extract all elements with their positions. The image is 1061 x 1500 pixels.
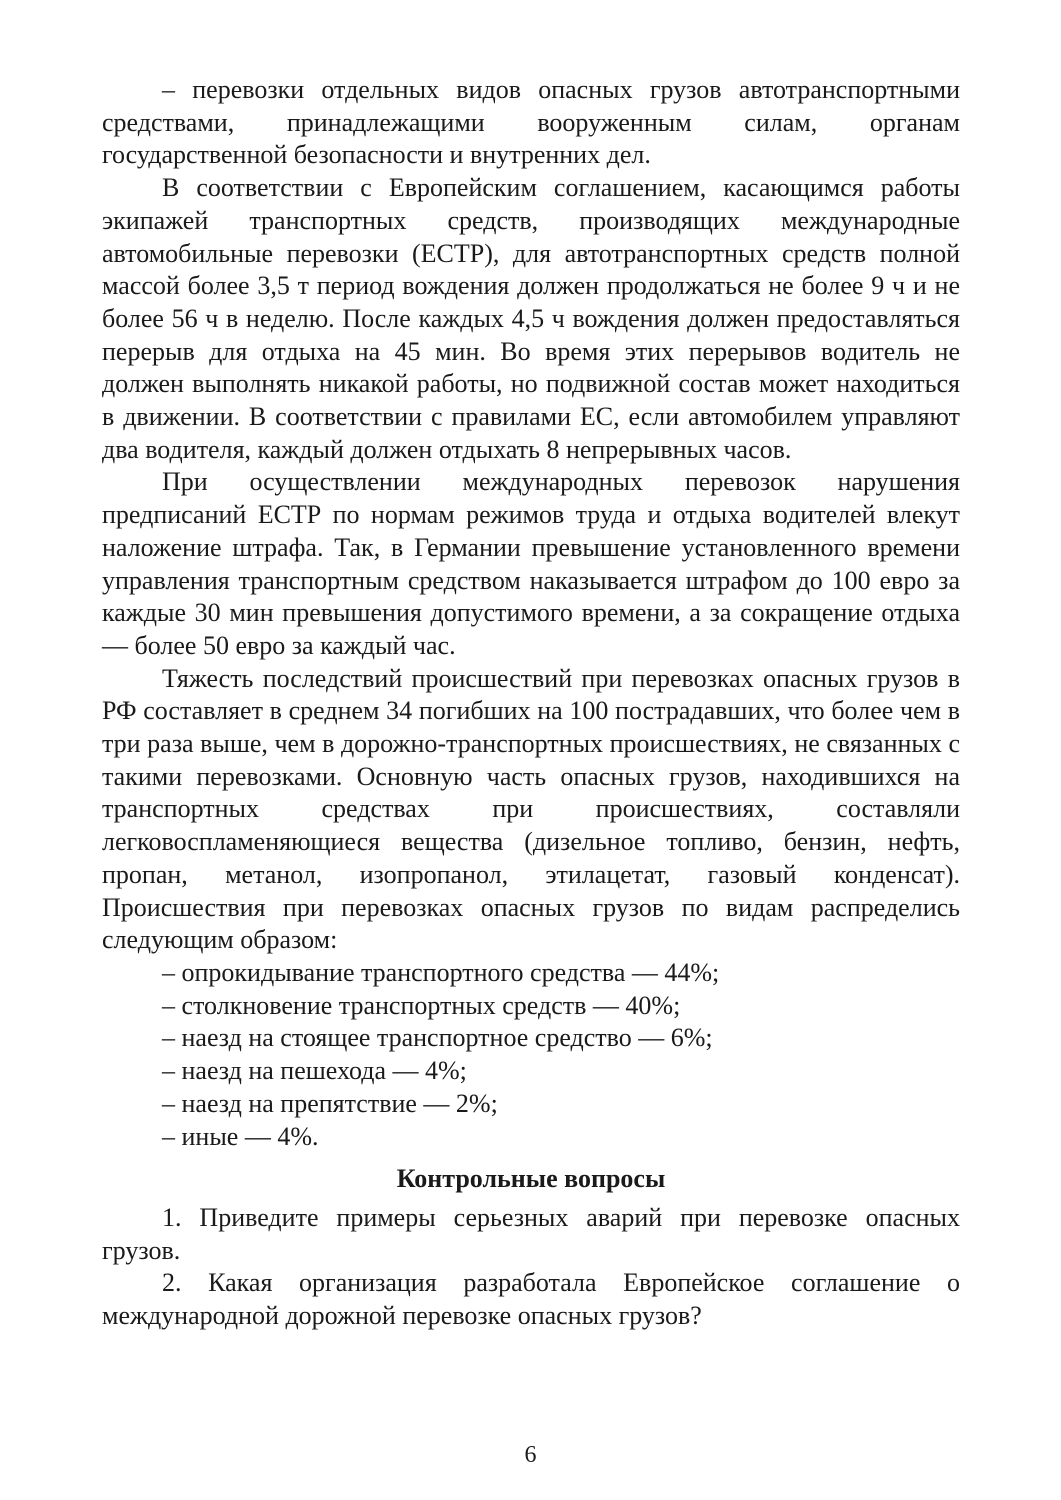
question-item: 2. Какая организация разработала Европейское соглашение о международной дорожной перевозке опасных грузов? bbox=[102, 1268, 960, 1331]
accident-types-list bbox=[102, 957, 960, 1153]
page-number: 6 bbox=[524, 1442, 537, 1468]
paragraph-accident-severity: Тяжесть последствий происшествий при перевозках опасных грузов в РФ составляет в среднем 34 погибших на 100 пострадавших, что более чем в три раза выше, чем в дорожно-транспортных происшествиях, не связанных с такими перевозками. Основную часть опасных грузов, находившихся на транспортных средствах при происшествиях, составляли легковоспламеняющиеся вещества (дизельное топливо, бензин, нефть, пропан, метанол, изопропанол, этилацетат, газовый конденсат). Происшествия при перевозках опасных грузов по видам распределись следующим образом: bbox=[102, 663, 960, 955]
page-body bbox=[102, 74, 960, 1333]
section-heading: Контрольные вопросы bbox=[396, 1164, 666, 1194]
list-item: – наезд на пешехода — 4%; bbox=[162, 1056, 467, 1086]
questions-list bbox=[102, 1202, 960, 1333]
list-item: – иные — 4%. bbox=[162, 1121, 319, 1151]
list-item: – наезд на стоящее транспортное средство — 6%; bbox=[162, 1023, 713, 1053]
paragraph-estr-fines: При осуществлении международных перевозок нарушения предписаний ЕСТР по нормам режимов труда и отдыха водителей влекут наложение штрафа. Так, в Германии превышение установленного времени управления транспортным средством наказывается штрафом до 100 евро за каждые 30 мин превышения допустимого времени, а за сокращение отдыха — более 50 евро за каждый час. bbox=[102, 467, 960, 660]
list-item: – наезд на препятствие — 2%; bbox=[162, 1088, 498, 1118]
list-item: – столкновение транспортных средств — 40%; bbox=[162, 990, 681, 1020]
paragraph-exceptions: – перевозки отдельных видов опасных грузов автотранспортными средствами, принадлежащими вооруженным силам, органам государственной безопасности и внутренних дел. bbox=[102, 75, 960, 170]
paragraph-estr-driving-time: В соответствии с Европейским соглашением, касающимся работы экипажей транспортных средств, производящих международные автомобильные перевозки (ЕСТР), для автотранспортных средств полной массой более 3,5 т период вождения должен продолжаться не более 9 ч и не более 56 ч в неделю. После каждых 4,5 ч вождения должен предоставляться перерыв для отдыха на 45 мин. Во время этих перерывов водитель не должен выполнять никакой работы, но подвижной состав может находиться в движении. В соответствии с правилами ЕС, если автомобилем управляют два водителя, каждый должен отдыхать 8 непрерывных часов. bbox=[102, 173, 960, 464]
list-item: – опрокидывание транспортного средства — 44%; bbox=[162, 957, 720, 987]
question-item: 1. Приведите примеры серьезных аварий при перевозке опасных грузов. bbox=[102, 1202, 960, 1265]
